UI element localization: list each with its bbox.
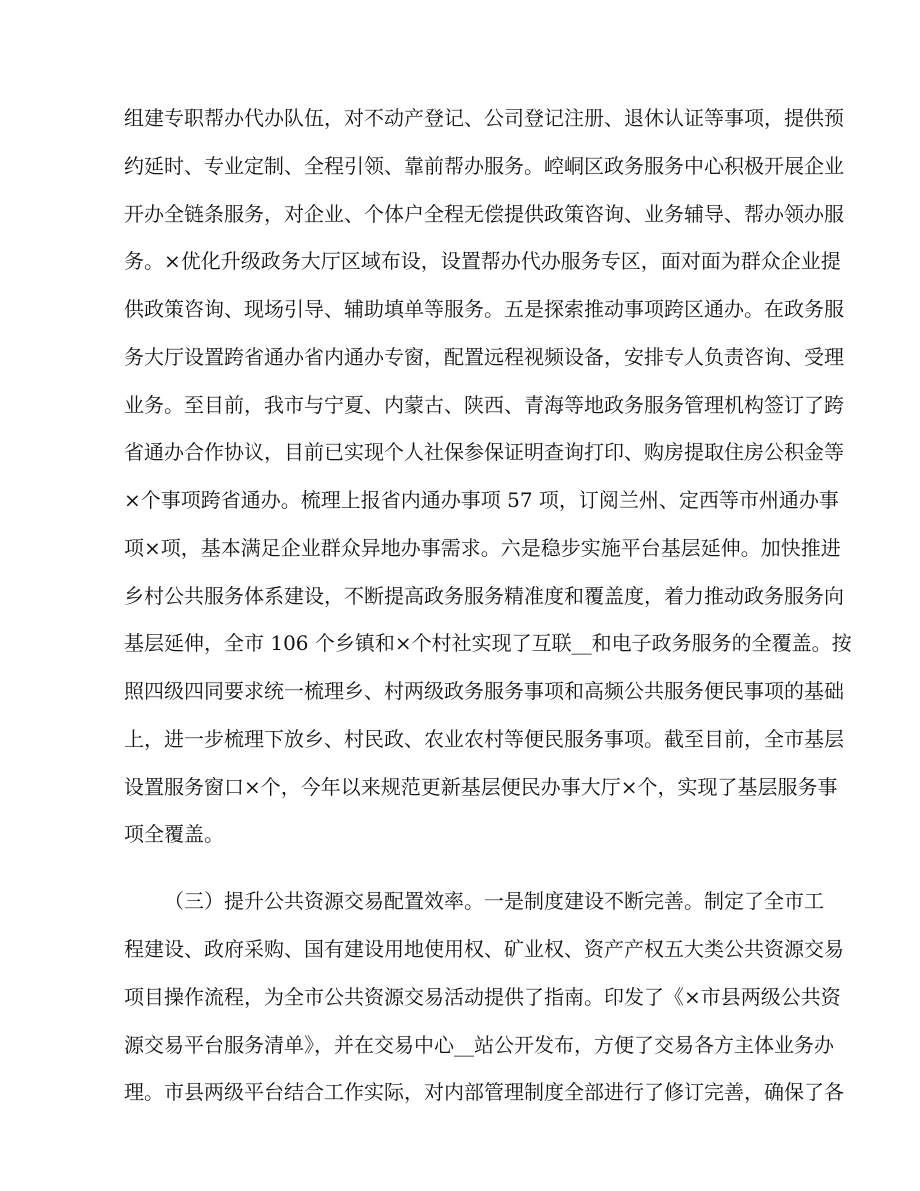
- paragraph-2-line-4: 源交易平台服务清单》，并在交易中心__站公开发布，方便了交易各方主体业务办: [124, 1033, 834, 1057]
- paragraph-1-line-9: ×个事项跨省通办。梳理上报省内通办事项 57 项，订阅兰州、定西等市州通办事: [124, 488, 839, 512]
- paragraph-1-line-16: 项全覆盖。: [124, 822, 224, 846]
- paragraph-1-line-3: 开办全链条服务，对企业、个体户全程无偿提供政策咨询、业务辅导、帮办领办服: [124, 202, 844, 226]
- paragraph-1-line-11: 乡村公共服务体系建设，不断提高政务服务精准度和覆盖度，着力推动政务服务向: [124, 584, 844, 608]
- paragraph-1-line-2: 约延时、专业定制、全程引领、靠前帮办服务。崆峒区政务服务中心积极开展企业: [124, 154, 844, 178]
- paragraph-1-line-6: 务大厅设置跨省通办省内通办专窗，配置远程视频设备，安排专人负责咨询、受理: [124, 345, 844, 369]
- paragraph-1-line-4: 务。×优化升级政务大厅区域布设，设置帮办代办服务专区，面对面为群众企业提: [124, 249, 841, 273]
- paragraph-1-line-8: 省通办合作协议，目前已实现个人社保参保证明查询打印、购房提取住房公积金等: [124, 440, 844, 464]
- paragraph-1-line-15: 设置服务窗口×个，今年以来规范更新基层便民办事大厅×个，实现了基层服务事: [124, 775, 838, 799]
- paragraph-1-line-5: 供政策咨询、现场引导、辅助填单等服务。五是探索推动事项跨区通办。在政务服: [124, 297, 844, 321]
- paragraph-2-line-3: 项目操作流程，为全市公共资源交易活动提供了指南。印发了《×市县两级公共资: [124, 985, 841, 1009]
- paragraph-1-line-7: 业务。至目前，我市与宁夏、内蒙古、陕西、青海等地政务服务管理机构签订了跨: [124, 393, 844, 417]
- paragraph-2-line-5: 理。市县两级平台结合工作实际，对内部管理制度全部进行了修订完善，确保了各: [124, 1080, 844, 1104]
- paragraph-1-line-14: 上，进一步梳理下放乡、村民政、农业农村等便民服务事项。截至目前，全市基层: [124, 727, 844, 751]
- paragraph-1-line-13: 照四级四同要求统一梳理乡、村两级政务服务事项和高频公共服务便民事项的基础: [124, 679, 844, 703]
- paragraph-1-line-1: 组建专职帮办代办队伍，对不动产登记、公司登记注册、退休认证等事项，提供预: [124, 106, 844, 130]
- paragraph-1-line-10: 项×项，基本满足企业群众异地办事需求。六是稳步实施平台基层延伸。加快推进: [124, 536, 841, 560]
- paragraph-1-line-12: 基层延伸，全市 106 个乡镇和×个村社实现了互联__和电子政务服务的全覆盖。按: [124, 631, 852, 655]
- paragraph-2-line-1: （三）提升公共资源交易配置效率。一是制度建设不断完善。制定了全市工: [164, 889, 824, 913]
- paragraph-2-line-2: 程建设、政府采购、国有建设用地使用权、矿业权、资产产权五大类公共资源交易: [124, 937, 844, 961]
